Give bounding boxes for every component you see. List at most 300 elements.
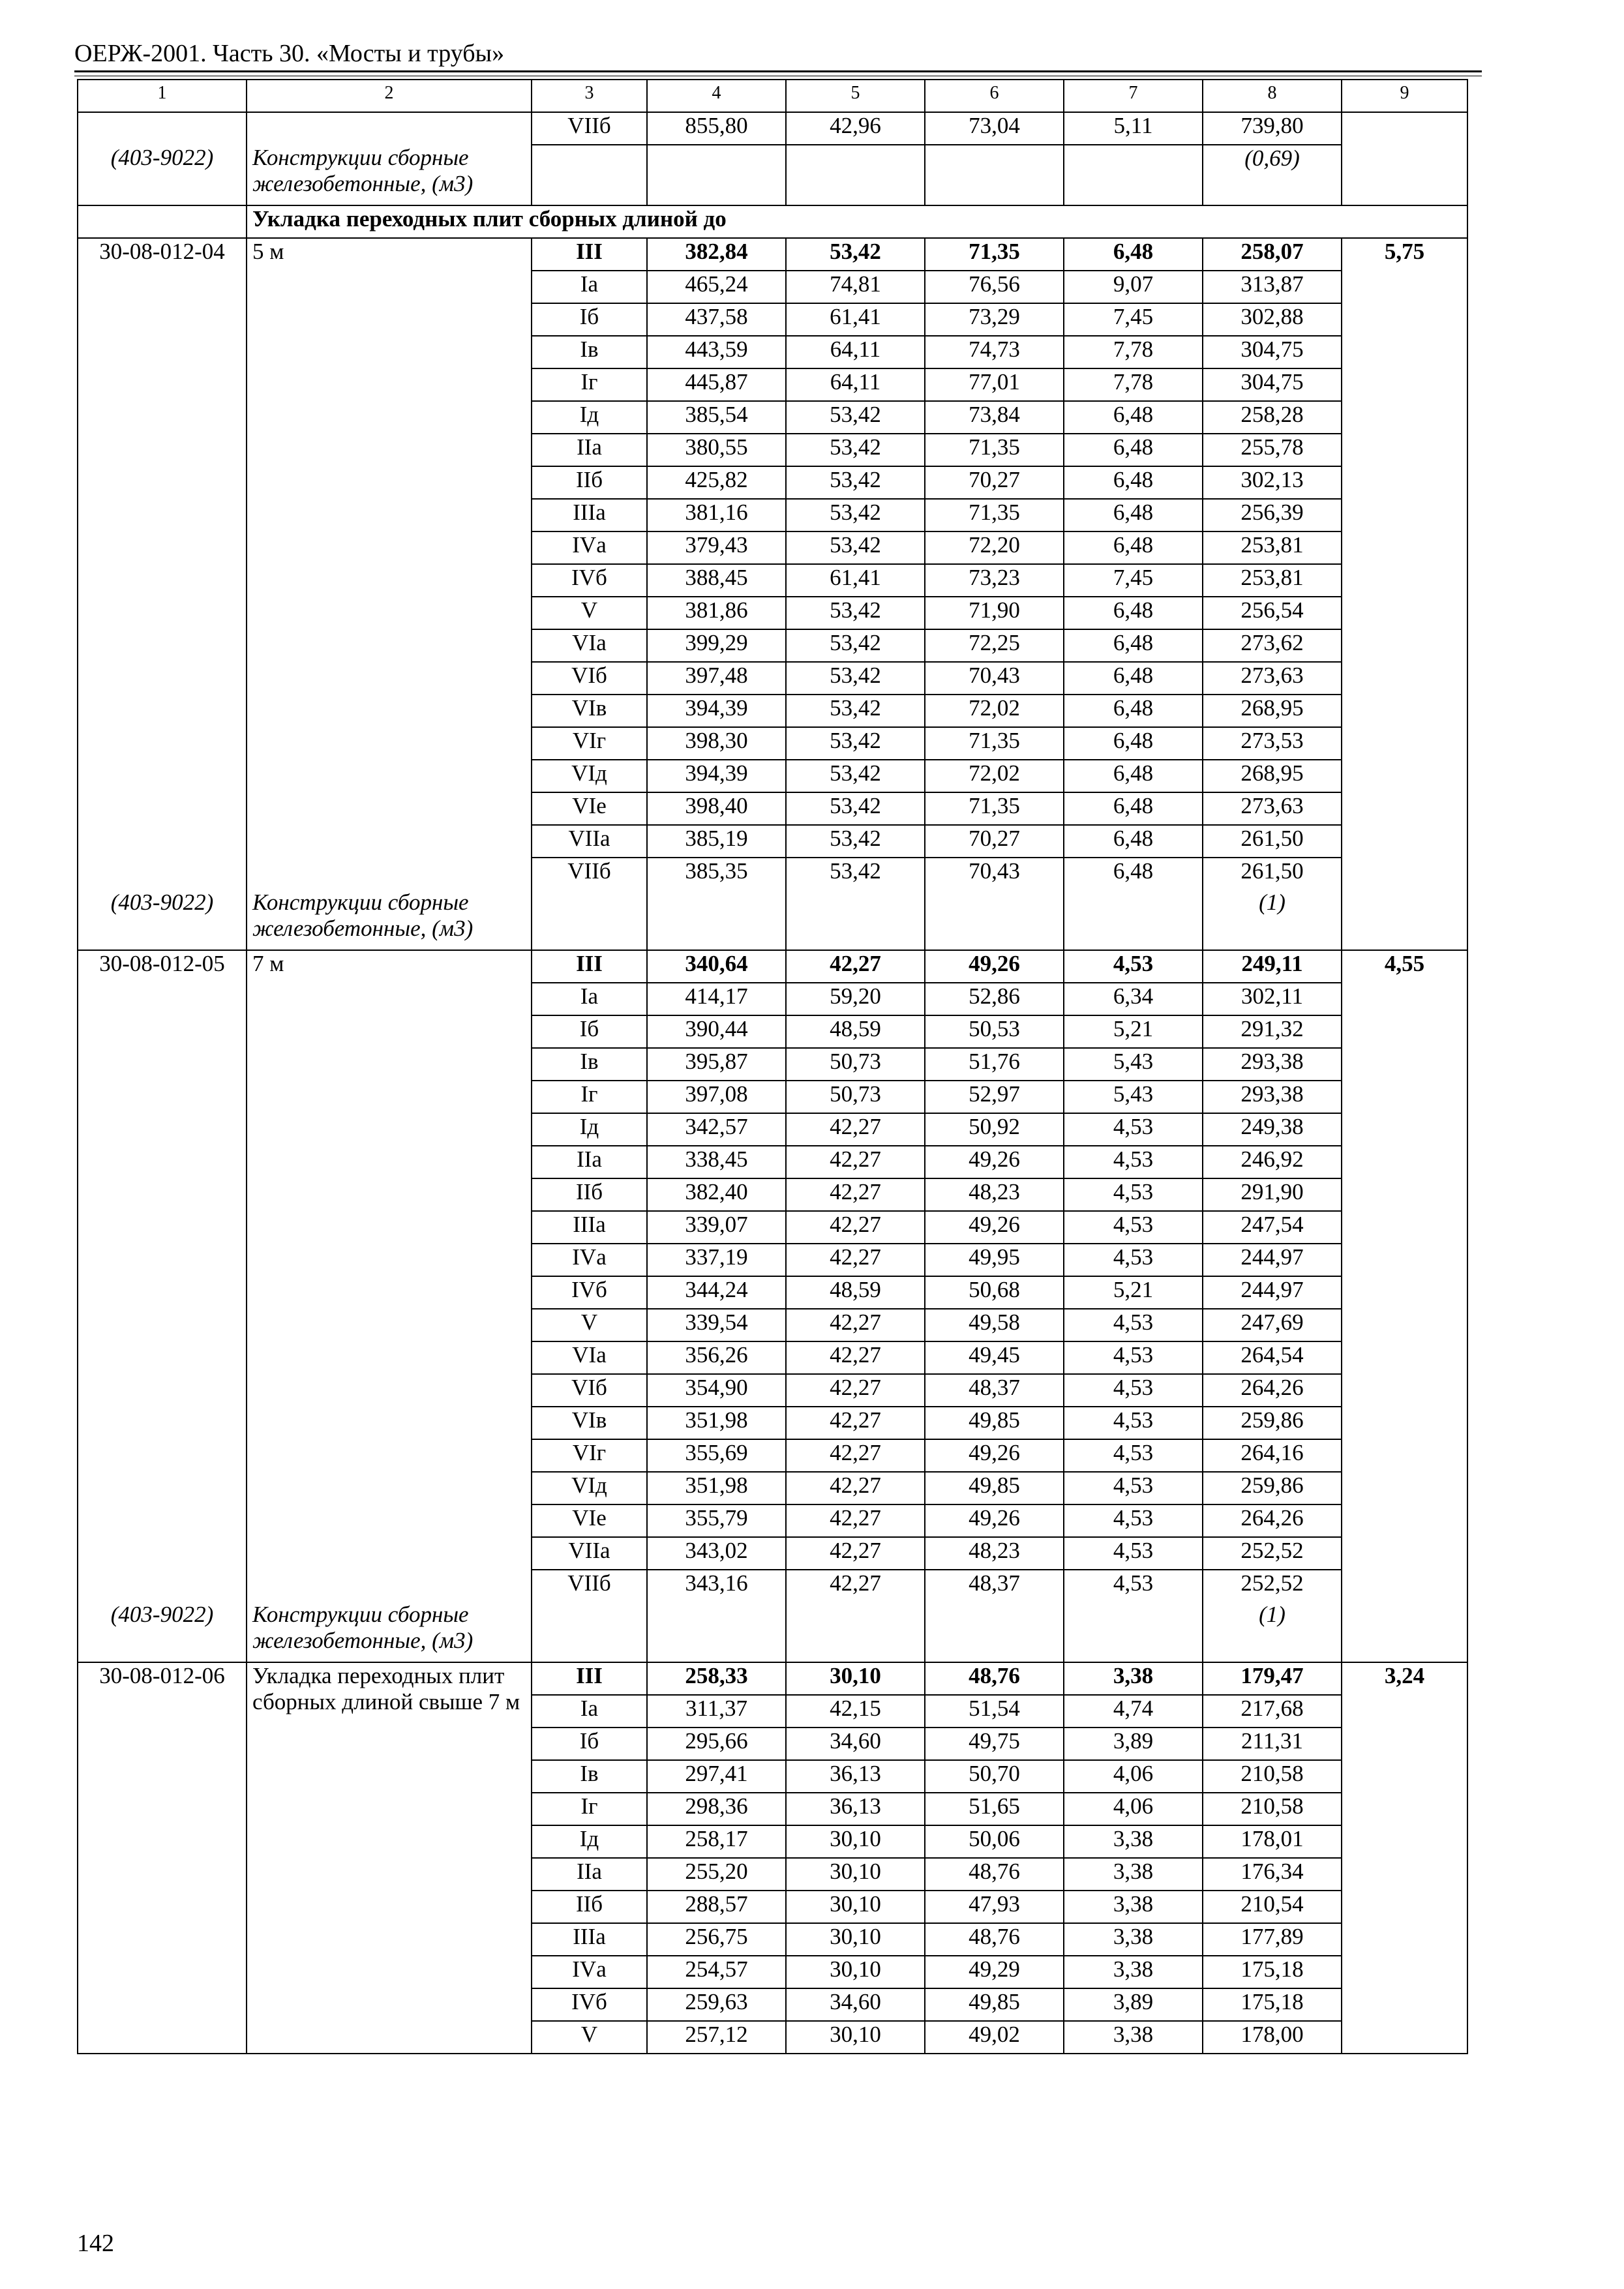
value-cell: 268,95 (1203, 695, 1342, 727)
value-cell: 293,38 (1203, 1081, 1342, 1113)
value-cell: 6,48 (1064, 466, 1203, 499)
value-cell: 4,53 (1064, 1504, 1203, 1537)
zone-cell: Iд (532, 1825, 647, 1858)
zone-cell: Iа (532, 983, 647, 1015)
value-cell: 257,12 (647, 2021, 786, 2054)
value-cell: 264,26 (1203, 1504, 1342, 1537)
col-header: 4 (647, 80, 786, 112)
value-cell: 5,43 (1064, 1048, 1203, 1081)
value-cell: 354,90 (647, 1374, 786, 1407)
value-cell: 298,36 (647, 1793, 786, 1825)
section-title: Укладка переходных плит сборных длиной до (247, 205, 1467, 238)
value-cell: 340,64 (647, 950, 786, 983)
value-cell: 211,31 (1203, 1728, 1342, 1760)
value-cell: 380,55 (647, 434, 786, 466)
rate-name: Укладка переходных плит сборных длиной свыше 7 м (247, 1662, 532, 2054)
value-cell: 42,15 (786, 1695, 925, 1728)
value-cell: 42,27 (786, 1472, 925, 1504)
value-cell: 264,16 (1203, 1439, 1342, 1472)
value-cell: 4,53 (1064, 1439, 1203, 1472)
value-cell: 48,76 (925, 1858, 1064, 1891)
col-header: 3 (532, 80, 647, 112)
value-cell: 3,89 (1064, 1988, 1203, 2021)
value-cell: 72,25 (925, 629, 1064, 662)
value-cell: 311,37 (647, 1695, 786, 1728)
value-cell: 855,80 (647, 112, 786, 145)
value-cell: 30,10 (786, 1825, 925, 1858)
value-cell: 36,13 (786, 1793, 925, 1825)
empty-cell (532, 890, 647, 950)
value-cell: 4,53 (1064, 1570, 1203, 1602)
value-cell: 273,53 (1203, 727, 1342, 760)
value-cell: 53,42 (786, 434, 925, 466)
zone-cell: Iг (532, 368, 647, 401)
table-row (78, 112, 1467, 145)
value-cell: 264,26 (1203, 1374, 1342, 1407)
zone-cell: VIа (532, 1341, 647, 1374)
value-cell: 6,48 (1064, 629, 1203, 662)
value-cell: 395,87 (647, 1048, 786, 1081)
value-cell: 253,81 (1203, 564, 1342, 597)
zone-cell: IIа (532, 434, 647, 466)
value-cell: 48,23 (925, 1537, 1064, 1570)
value-cell: 6,48 (1064, 792, 1203, 825)
value-cell: 53,42 (786, 499, 925, 531)
value-cell: 3,89 (1064, 1728, 1203, 1760)
value-cell: 351,98 (647, 1407, 786, 1439)
zone-cell: Iг (532, 1793, 647, 1825)
value-cell: 7,78 (1064, 368, 1203, 401)
value-cell: 53,42 (786, 597, 925, 629)
zone-cell: VIд (532, 1472, 647, 1504)
value-cell: 53,42 (786, 825, 925, 858)
value-cell: 273,62 (1203, 629, 1342, 662)
value-cell: 30,10 (786, 2021, 925, 2054)
value-cell: 342,57 (647, 1113, 786, 1146)
value-cell: 42,27 (786, 1244, 925, 1276)
value-cell: 293,38 (1203, 1048, 1342, 1081)
value-cell: 339,07 (647, 1211, 786, 1244)
zone-cell: III (532, 238, 647, 271)
value-cell: 49,02 (925, 2021, 1064, 2054)
value-cell: 4,53 (1064, 1244, 1203, 1276)
norm-cell: 5,75 (1342, 238, 1467, 950)
col-header: 6 (925, 80, 1064, 112)
value-cell: 42,27 (786, 1178, 925, 1211)
value-cell: 7,45 (1064, 564, 1203, 597)
value-cell: 252,52 (1203, 1537, 1342, 1570)
value-cell: 425,82 (647, 466, 786, 499)
value-cell: 397,08 (647, 1081, 786, 1113)
value-cell: 351,98 (647, 1472, 786, 1504)
empty-cell (1064, 1602, 1203, 1662)
value-cell: 74,73 (925, 336, 1064, 368)
section-title-row (78, 205, 1467, 238)
value-cell: 5,43 (1064, 1081, 1203, 1113)
material-qty: (1) (1203, 890, 1342, 950)
value-cell: 337,19 (647, 1244, 786, 1276)
rate-code: 30-08-012-05 (78, 950, 247, 1602)
zone-cell: Iг (532, 1081, 647, 1113)
value-cell: 414,17 (647, 983, 786, 1015)
zone-cell: VIб (532, 1374, 647, 1407)
value-cell: 4,53 (1064, 950, 1203, 983)
table-row (78, 238, 1467, 271)
value-cell: 247,54 (1203, 1211, 1342, 1244)
value-cell: 42,27 (786, 1407, 925, 1439)
empty-cell (532, 1602, 647, 1662)
value-cell: 355,69 (647, 1439, 786, 1472)
zone-cell: V (532, 2021, 647, 2054)
value-cell: 210,58 (1203, 1760, 1342, 1793)
table-row (78, 950, 1467, 983)
value-cell: 6,48 (1064, 434, 1203, 466)
value-cell: 253,81 (1203, 531, 1342, 564)
value-cell: 304,75 (1203, 368, 1342, 401)
value-cell: 70,27 (925, 825, 1064, 858)
value-cell: 50,53 (925, 1015, 1064, 1048)
value-cell: 273,63 (1203, 662, 1342, 695)
value-cell: 246,92 (1203, 1146, 1342, 1178)
zone-cell: VIе (532, 1504, 647, 1537)
value-cell: 381,86 (647, 597, 786, 629)
value-cell: 295,66 (647, 1728, 786, 1760)
material-qty: (1) (1203, 1602, 1342, 1662)
value-cell: 268,95 (1203, 760, 1342, 792)
value-cell: 4,53 (1064, 1211, 1203, 1244)
value-cell: 6,48 (1064, 825, 1203, 858)
value-cell: 34,60 (786, 1988, 925, 2021)
value-cell: 42,27 (786, 1504, 925, 1537)
value-cell: 291,90 (1203, 1178, 1342, 1211)
value-cell: 6,48 (1064, 499, 1203, 531)
zone-cell: IIб (532, 1178, 647, 1211)
value-cell: 72,20 (925, 531, 1064, 564)
value-cell: 259,86 (1203, 1472, 1342, 1504)
value-cell: 355,79 (647, 1504, 786, 1537)
zone-cell: IIIа (532, 499, 647, 531)
zone-cell: VIв (532, 1407, 647, 1439)
value-cell: 445,87 (647, 368, 786, 401)
value-cell: 70,43 (925, 858, 1064, 890)
value-cell: 49,26 (925, 950, 1064, 983)
value-cell: 71,35 (925, 238, 1064, 271)
page-header: ОЕРЖ-2001. Часть 30. «Мосты и трубы» (74, 40, 505, 67)
value-cell: 48,37 (925, 1374, 1064, 1407)
zone-cell: VIIб (532, 858, 647, 890)
value-cell: 42,27 (786, 1211, 925, 1244)
value-cell: 443,59 (647, 336, 786, 368)
value-cell: 178,00 (1203, 2021, 1342, 2054)
value-cell: 261,50 (1203, 858, 1342, 890)
value-cell: 70,43 (925, 662, 1064, 695)
zone-cell: IIIа (532, 1211, 647, 1244)
empty-cell (1064, 890, 1203, 950)
value-cell: 385,19 (647, 825, 786, 858)
zone-cell: IVа (532, 1956, 647, 1988)
material-row (78, 1602, 1467, 1662)
value-cell: 249,11 (1203, 950, 1342, 983)
value-cell: 53,42 (786, 858, 925, 890)
value-cell: 178,01 (1203, 1825, 1342, 1858)
value-cell: 3,38 (1064, 1662, 1203, 1695)
value-cell: 53,42 (786, 727, 925, 760)
value-cell: 6,48 (1064, 760, 1203, 792)
col-header: 7 (1064, 80, 1203, 112)
value-cell: 385,35 (647, 858, 786, 890)
value-cell: 256,75 (647, 1923, 786, 1956)
value-cell: 50,73 (786, 1081, 925, 1113)
value-cell: 465,24 (647, 271, 786, 303)
value-cell: 6,48 (1064, 531, 1203, 564)
value-cell: 6,48 (1064, 401, 1203, 434)
value-cell: 49,26 (925, 1146, 1064, 1178)
value-cell: 6,48 (1064, 597, 1203, 629)
value-cell: 177,89 (1203, 1923, 1342, 1956)
material-qty: (0,69) (1203, 145, 1342, 205)
material-code: (403-9022) (78, 1602, 247, 1662)
value-cell: 77,01 (925, 368, 1064, 401)
value-cell: 51,65 (925, 1793, 1064, 1825)
rate-code: 30-08-012-06 (78, 1662, 247, 2054)
value-cell: 30,10 (786, 1923, 925, 1956)
value-cell: 256,54 (1203, 597, 1342, 629)
zone-cell: Iв (532, 1048, 647, 1081)
value-cell: 264,54 (1203, 1341, 1342, 1374)
value-cell: 53,42 (786, 629, 925, 662)
value-cell: 273,63 (1203, 792, 1342, 825)
value-cell: 53,42 (786, 695, 925, 727)
value-cell: 42,27 (786, 1374, 925, 1407)
value-cell: 4,06 (1064, 1793, 1203, 1825)
zone-cell: IIа (532, 1858, 647, 1891)
table-row (78, 1662, 1467, 1695)
value-cell: 49,45 (925, 1341, 1064, 1374)
value-cell: 244,97 (1203, 1276, 1342, 1309)
material-name: Конструкции сборные железобетонные, (м3) (247, 145, 532, 205)
value-cell: 76,56 (925, 271, 1064, 303)
value-cell: 48,23 (925, 1178, 1064, 1211)
value-cell: 49,26 (925, 1504, 1064, 1537)
value-cell: 4,74 (1064, 1695, 1203, 1728)
page-number: 142 (77, 2230, 114, 2257)
value-cell: 50,92 (925, 1113, 1064, 1146)
value-cell: 42,27 (786, 950, 925, 983)
value-cell: 30,10 (786, 1891, 925, 1923)
value-cell: 261,50 (1203, 825, 1342, 858)
empty-cell (786, 1602, 925, 1662)
value-cell: 254,57 (647, 1956, 786, 1988)
zone-cell: IVб (532, 1276, 647, 1309)
value-cell: 6,48 (1064, 662, 1203, 695)
value-cell: 4,53 (1064, 1341, 1203, 1374)
zone-cell: IVб (532, 564, 647, 597)
value-cell: 73,04 (925, 112, 1064, 145)
value-cell: 210,58 (1203, 1793, 1342, 1825)
value-cell: 49,75 (925, 1728, 1064, 1760)
value-cell: 5,21 (1064, 1276, 1203, 1309)
value-cell: 6,48 (1064, 695, 1203, 727)
value-cell: 385,54 (647, 401, 786, 434)
value-cell: 379,43 (647, 531, 786, 564)
value-cell: 42,27 (786, 1146, 925, 1178)
value-cell: 5,11 (1064, 112, 1203, 145)
value-cell: 4,53 (1064, 1146, 1203, 1178)
value-cell: 247,69 (1203, 1309, 1342, 1341)
zone-cell: VIв (532, 695, 647, 727)
value-cell: 50,70 (925, 1760, 1064, 1793)
material-code: (403-9022) (78, 145, 247, 205)
value-cell: 356,26 (647, 1341, 786, 1374)
value-cell: 48,76 (925, 1662, 1064, 1695)
zone-cell: VIд (532, 760, 647, 792)
value-cell: 313,87 (1203, 271, 1342, 303)
value-cell: 249,38 (1203, 1113, 1342, 1146)
value-cell: 50,73 (786, 1048, 925, 1081)
zone-cell: Iб (532, 1015, 647, 1048)
zone-cell: VIIа (532, 825, 647, 858)
value-cell: 73,29 (925, 303, 1064, 336)
value-cell: 70,27 (925, 466, 1064, 499)
value-cell: 71,90 (925, 597, 1064, 629)
value-cell: 50,68 (925, 1276, 1064, 1309)
empty-cell (925, 890, 1064, 950)
value-cell: 53,42 (786, 238, 925, 271)
value-cell: 255,20 (647, 1858, 786, 1891)
value-cell: 258,28 (1203, 401, 1342, 434)
value-cell: 394,39 (647, 760, 786, 792)
rate-name: 5 м (247, 238, 532, 890)
header-rule (74, 70, 1482, 72)
value-cell: 259,86 (1203, 1407, 1342, 1439)
value-cell: 6,48 (1064, 238, 1203, 271)
value-cell: 42,96 (786, 112, 925, 145)
zone-cell: Iд (532, 1113, 647, 1146)
value-cell: 36,13 (786, 1760, 925, 1793)
value-cell: 175,18 (1203, 1956, 1342, 1988)
value-cell: 176,34 (1203, 1858, 1342, 1891)
value-cell: 4,53 (1064, 1178, 1203, 1211)
value-cell: 52,97 (925, 1081, 1064, 1113)
value-cell: 48,59 (786, 1276, 925, 1309)
value-cell: 50,06 (925, 1825, 1064, 1858)
value-cell: 30,10 (786, 1662, 925, 1695)
value-cell: 53,42 (786, 662, 925, 695)
zone-cell: IVа (532, 531, 647, 564)
value-cell: 71,35 (925, 434, 1064, 466)
value-cell: 4,53 (1064, 1472, 1203, 1504)
value-cell: 343,02 (647, 1537, 786, 1570)
zone-cell: Iб (532, 303, 647, 336)
zone-cell: VIа (532, 629, 647, 662)
value-cell: 64,11 (786, 336, 925, 368)
value-cell: 3,38 (1064, 1825, 1203, 1858)
zone-cell: Iв (532, 1760, 647, 1793)
col-header: 8 (1203, 80, 1342, 112)
value-cell: 42,27 (786, 1309, 925, 1341)
value-cell: 53,42 (786, 792, 925, 825)
value-cell: 30,10 (786, 1858, 925, 1891)
zone-cell: VIIб (532, 1570, 647, 1602)
zone-cell: Iв (532, 336, 647, 368)
value-cell: 390,44 (647, 1015, 786, 1048)
value-cell: 175,18 (1203, 1988, 1342, 2021)
value-cell: 53,42 (786, 531, 925, 564)
value-cell: 73,84 (925, 401, 1064, 434)
value-cell: 73,23 (925, 564, 1064, 597)
value-cell: 258,33 (647, 1662, 786, 1695)
value-cell: 42,27 (786, 1439, 925, 1472)
zone-cell: Iд (532, 401, 647, 434)
rate-code: 30-08-012-04 (78, 238, 247, 890)
zone-cell: IVа (532, 1244, 647, 1276)
value-cell: 64,11 (786, 368, 925, 401)
value-cell: 71,35 (925, 792, 1064, 825)
value-cell: 4,53 (1064, 1537, 1203, 1570)
value-cell: 259,63 (647, 1988, 786, 2021)
value-cell: 344,24 (647, 1276, 786, 1309)
value-cell: 72,02 (925, 760, 1064, 792)
empty-cell (925, 1602, 1064, 1662)
zone-cell: VIг (532, 1439, 647, 1472)
value-cell: 42,27 (786, 1341, 925, 1374)
value-cell: 304,75 (1203, 336, 1342, 368)
zone-cell: VIIа (532, 1537, 647, 1570)
value-cell: 71,35 (925, 499, 1064, 531)
value-cell: 59,20 (786, 983, 925, 1015)
value-cell: 6,48 (1064, 727, 1203, 760)
value-cell: 394,39 (647, 695, 786, 727)
value-cell: 256,39 (1203, 499, 1342, 531)
value-cell: 3,38 (1064, 1891, 1203, 1923)
value-cell: 217,68 (1203, 1695, 1342, 1728)
zone-cell: V (532, 597, 647, 629)
value-cell: 3,38 (1064, 1858, 1203, 1891)
value-cell: 49,85 (925, 1407, 1064, 1439)
zone-cell: IIIа (532, 1923, 647, 1956)
norm-cell: 4,55 (1342, 950, 1467, 1662)
value-cell: 72,02 (925, 695, 1064, 727)
rate-name: 7 м (247, 950, 532, 1602)
value-cell: 4,06 (1064, 1760, 1203, 1793)
rates-table (77, 79, 1468, 2054)
value-cell: 5,21 (1064, 1015, 1203, 1048)
value-cell: 210,54 (1203, 1891, 1342, 1923)
value-cell: 6,34 (1064, 983, 1203, 1015)
zone-cell: VIIб (532, 112, 647, 145)
value-cell: 74,81 (786, 271, 925, 303)
value-cell: 30,10 (786, 1956, 925, 1988)
value-cell: 339,54 (647, 1309, 786, 1341)
zone-cell: IIа (532, 1146, 647, 1178)
value-cell: 7,45 (1064, 303, 1203, 336)
value-cell: 49,26 (925, 1439, 1064, 1472)
col-header: 2 (247, 80, 532, 112)
zone-cell: III (532, 1662, 647, 1695)
value-cell: 343,16 (647, 1570, 786, 1602)
zone-cell: V (532, 1309, 647, 1341)
empty-cell (647, 1602, 786, 1662)
col-header: 5 (786, 80, 925, 112)
value-cell: 61,41 (786, 303, 925, 336)
value-cell: 338,45 (647, 1146, 786, 1178)
value-cell: 4,53 (1064, 1113, 1203, 1146)
value-cell: 244,97 (1203, 1244, 1342, 1276)
value-cell: 291,32 (1203, 1015, 1342, 1048)
value-cell: 252,52 (1203, 1570, 1342, 1602)
value-cell: 49,58 (925, 1309, 1064, 1341)
value-cell: 53,42 (786, 760, 925, 792)
